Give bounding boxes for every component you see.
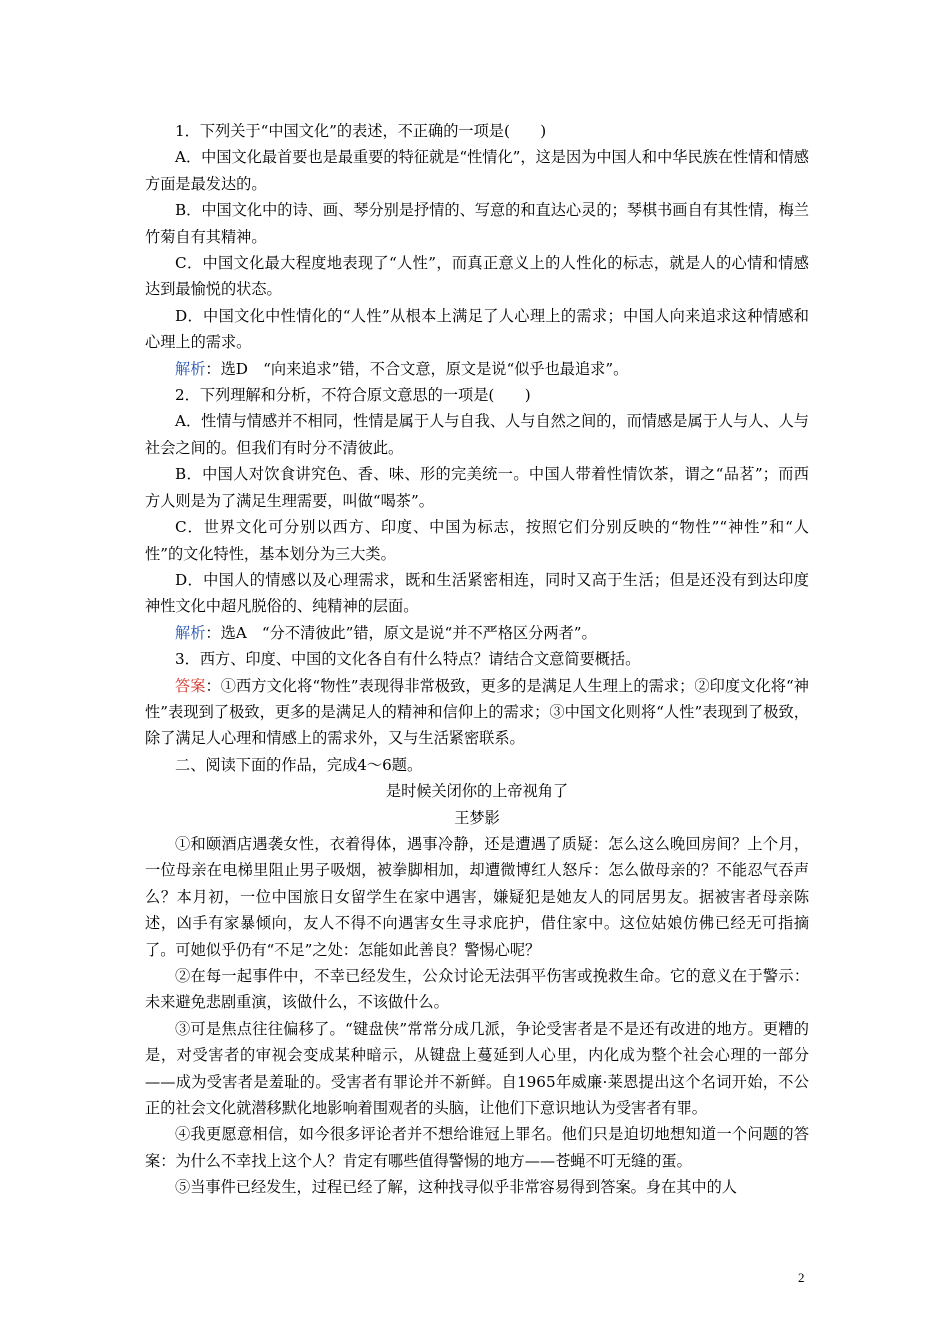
analysis-label: 解析 — [175, 623, 206, 642]
q1-option-a: A．中国文化最首要也是最重要的特征就是“性情化”，这是因为中国人和中华民族在性情和情感方面是最发达的。 — [145, 148, 809, 193]
q2-option-c: C．世界文化可分别以西方、印度、中国为标志，按照它们分别反映的“物性”“神性”和“人性”的文化特性，基本划分为三大类。 — [145, 518, 809, 563]
document-body — [145, 118, 809, 1201]
q1-option-b: B．中国文化中的诗、画、琴分别是抒情的、写意的和直达心灵的；琴棋书画自有其性情，梅兰竹菊自有其精神。 — [145, 201, 809, 246]
q2-stem: 2．下列理解和分析，不符合原文意思的一项是( ) — [175, 386, 531, 405]
q3-stem: 3．西方、印度、中国的文化各自有什么特点？请结合文意简要概括。 — [175, 650, 641, 669]
article-paragraph-4: ④我更愿意相信，如今很多评论者并不想给谁冠上罪名。他们只是迫切地想知道一个问题的答案：为什么不幸找上这个人？肯定有哪些值得警惕的地方——苍蝇不叮无缝的蛋。 — [145, 1125, 809, 1170]
article-author: 王梦影 — [454, 808, 500, 827]
q1-option-d: D．中国文化中性情化的“人性”从根本上满足了人心理上的需求；中国人向来追求这种情感和心理上的需求。 — [145, 306, 809, 352]
answer-label: 答案 — [175, 676, 206, 695]
q2-option-d: D．中国人的情感以及心理需求，既和生活紧密相连，同时又高于生活；但是还没有到达印度神性文化中超凡脱俗的、纯精神的层面。 — [145, 570, 809, 616]
q2-option-a: A．性情与情感并不相同，性情是属于人与自我、人与自然之间的，而情感是属于人与人、人与社会之间的。但我们有时分不清彼此。 — [145, 412, 809, 457]
q1-stem: 1．下列关于“中国文化”的表述，不正确的一项是( ) — [175, 122, 547, 140]
article-paragraph-2: ②在每一起事件中，不幸已经发生，公众讨论无法弭平伤害或挽救生命。它的意义在于警示：未来避免悲剧重演，该做什么，不该做什么。 — [145, 967, 809, 1012]
q2-analysis — [145, 620, 809, 646]
analysis-text: ：选A “分不清彼此”错，原文是说“并不严格区分两者”。 — [205, 623, 597, 642]
answer-text: ：①西方文化将“物性”表现得非常极致，更多的是满足人生理上的需求；②印度文化将“神性”表现到了极致，更多的是满足人的精神和信仰上的需求；③中国文化则将“人性”表现到了极致，除了满足人心理和情感上的需求外，又与生活紧密联系。 — [145, 676, 809, 748]
page-number: 2 — [798, 1270, 805, 1285]
article-paragraph-3: ③可是焦点往往偏移了。“键盘侠”常常分成几派，争论受害者是不是还有改进的地方。更糟的是，对受害者的审视会变成某种暗示，从键盘上蔓延到人心里，内化成为整个社会心理的一部分——成为受害者是羞耻的。受害者有罪论并不新鲜。自1965年威廉·莱恩提出这个名词开始，不公正的社会文化就潜移默化地影响着围观者的头脑，让他们下意识地认为受害者有罪。 — [145, 1019, 809, 1118]
analysis-text: ：选D “向来追求”错，不合文意，原文是说“似乎也最追求”。 — [205, 359, 629, 378]
q1-analysis — [145, 356, 809, 382]
analysis-label: 解析 — [175, 359, 206, 378]
article-title: 是时候关闭你的上帝视角了 — [385, 782, 569, 801]
q3-answer — [145, 673, 809, 752]
article-paragraph-5: ⑤当事件已经发生，过程已经了解，这种找寻似乎非常容易得到答案。身在其中的人 — [175, 1178, 737, 1197]
section-two-heading: 二、阅读下面的作品，完成4～6题。 — [175, 755, 423, 774]
q1-option-c: C．中国文化最大程度地表现了“人性”，而真正意义上的人性化的标志，就是人的心情和情感达到最愉悦的状态。 — [145, 254, 809, 299]
q2-option-b: B．中国人对饮食讲究色、香、味、形的完美统一。中国人带着性情饮茶，谓之“品茗”；而西方人则是为了满足生理需要，叫做“喝茶”。 — [145, 465, 809, 510]
article-paragraph-1: ①和颐酒店遇袭女性，衣着得体，遇事冷静，还是遭遇了质疑：怎么这么晚回房间？上个月，一位母亲在电梯里阻止男子吸烟，被拳脚相加，却遭微博红人怒斥：怎么做母亲的？不能忍气吞声么？本月初，一位中国旅日女留学生在家中遇害，嫌疑犯是她友人的同居男友。据被害者母亲陈述，凶手有家暴倾向，友人不得不向遇害女生寻求庇护，借住家中。这位姑娘仿佛已经无可指摘了。可她似乎仍有“不足”之处：怎能如此善良？警惕心呢？ — [145, 834, 809, 959]
